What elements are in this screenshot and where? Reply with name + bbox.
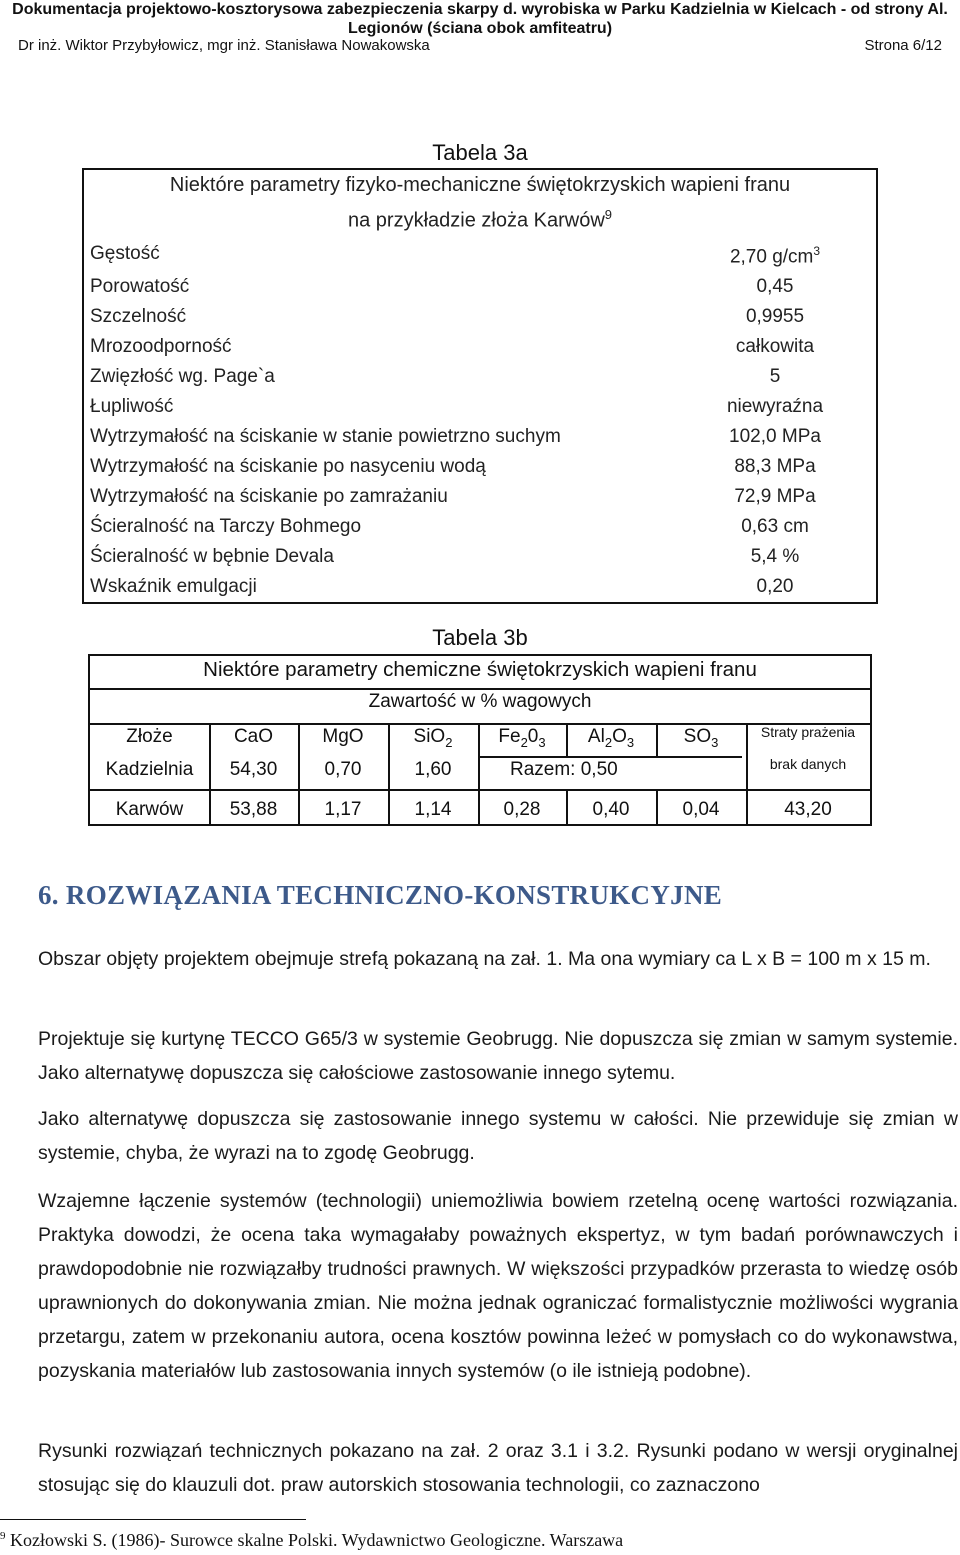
table-row [83,362,877,392]
table-3b [88,654,872,826]
table-3a-title: Niektóre parametry fizyko-mechaniczne świętokrzyskich wapieni franu [169,174,791,196]
table-3a-subtitle: na przykładzie złoża Karwów$^9$ [347,207,612,232]
row-value: 0,45 [756,275,794,297]
col-mgo: MgO [322,726,364,747]
divider [90,688,870,690]
kadzielnia-mgo: 0,70 [324,759,362,780]
row-label: Wytrzymałość na ściskanie po zamrażaniu [90,485,448,507]
row-value: całkowita [735,335,815,357]
table-3b-subtitle: Zawartość w % wagowych [368,691,592,712]
table-3a-caption: Tabela 3a [432,140,528,165]
kadzielnia-name: Kadzielnia [105,759,194,780]
header-title-line1: Dokumentacja projektowo-kosztorysowa zabezpieczenia skarpy d. wyrobiska w Parku Kadzielnia w Kielcach - od strony Al. [12,1,948,18]
karwow-straty: 43,20 [784,799,832,820]
col-fe2o3: $Fe_20_3$ [498,726,546,750]
table-3b-caption: Tabela 3b [432,625,528,650]
row-label: Wytrzymałość na ściskanie po nasyceniu wodą [90,455,486,477]
paragraph: Wzajemne łączenie systemów (technologii) uniemożliwia bowiem rzetelną ocenę wartości rozwiązania. Praktyka dowodzi, że ocena taka wymagałaby poważnych ekspertyz, w tym badań porównawczych i prawdopodobnie nie rozwiązałby trudności prawnych. W większości przypadków przerasta to wiedzę osób uprawnionych do dokonywania zmian. Nie można jednak ograniczać formalistycznie możliwości wygrania przetargu, zatem w przekonaniu autora, ocena kosztów powinna leżeć w pomysłach co do wykonawstwa, pozyskania materiałów lub zastosowania innych systemów (o ile istnieją podobne). [38,1190,958,1382]
section-heading: 6. ROZWIĄZANIA TECHNICZNO-KONSTRUKCYJNE [38,880,723,910]
col-sio2: SiO$_2$ [413,726,453,750]
table-row [83,392,877,422]
table-row [83,236,877,272]
karwow-mgo: 1,17 [324,799,362,820]
table-row [83,272,877,302]
paragraph: Jako alternatywę dopuszcza się zastosowanie innego systemu w całości. Nie przewiduje się zmian w systemie, chyba, że wyrazi na to zgodę Geobrugg. [38,1108,958,1164]
page-number: Strona 6/12 [864,37,942,54]
karwow-sio2: 1,14 [414,799,452,820]
row-value: 72,9 MPa [734,485,816,507]
karwow-name: Karwów [115,799,184,820]
footnote: $^9$ Kozłowski S. (1986)- Surowce skalne Polski. Wydawnictwo Geologiczne. Warszawa [0,1530,624,1550]
row-value: 5 [769,365,781,387]
row-label: Łupliwość [90,395,174,417]
row-value: niewyraźna [726,395,824,417]
header-title-line2: Legionów (ściana obok amfiteatru) [347,20,613,37]
paragraph: Obszar objęty projektem obejmuje strefą pokazaną na zał. 1. Ma ona wymiary ca L x B = 100 m x 15 m. [38,948,931,970]
kadzielnia-sio2: 1,60 [414,759,452,780]
karwow-fe2o3: 0,28 [503,799,541,820]
row-label: Ścieralność w bębnie Devala [90,545,334,567]
footnote-divider [0,1519,306,1520]
kadzielnia-cao: 54,30 [229,759,278,780]
col-zloze: Złoże [126,726,173,747]
table-row [83,542,877,572]
table-row [83,482,877,512]
kadzielnia-razem: Razem: 0,50 [510,759,618,780]
row-label: Porowatość [90,275,190,297]
row-value: 0,9955 [745,305,805,327]
row-value: 2,70 $g/cm^3$ [729,243,821,267]
table-row [83,572,877,603]
table-3b-title: Niektóre parametry chemiczne świętokrzyskich wapieni franu [203,658,757,681]
table-row [83,332,877,362]
table-3a [82,168,878,604]
paragraph: Rysunki rozwiązań technicznych pokazano na zał. 2 oraz 3.1 i 3.2. Rysunki podano w wersji oryginalnej stosując się do klauzuli dot. praw autorskich stosowania technologii, co zaznaczono [38,1440,958,1496]
karwow-al2o3: 0,40 [592,799,630,820]
document-header [0,0,960,38]
table-row [83,512,877,542]
row-value: 88,3 MPa [734,455,816,477]
col-al2o3: $Al_2O_3$ [587,726,635,750]
row-label: Wskaźnik emulgacji [90,575,257,597]
kadzielnia-straty: brak danych [769,756,847,772]
col-cao: CaO [233,726,274,747]
row-label: Wytrzymałość na ściskanie w stanie powietrzno suchym [90,425,561,447]
divider [90,789,870,791]
row-value: 0,20 [756,575,794,597]
row-label: Mrozoodporność [90,335,232,357]
row-label: Szczelność [90,305,187,327]
paragraph: Projektuje się kurtynę TECCO G65/3 w systemie Geobrugg. Nie dopuszcza się zmian w samym systemie. Jako alternatywę dopuszcza się całościowe zastosowanie innego sytemu. [38,1028,958,1084]
karwow-so3: 0,04 [682,799,720,820]
table-row [83,452,877,482]
col-straty: Straty prażenia [760,724,856,740]
table-row [83,302,877,332]
table-row [83,422,877,452]
row-label: Gęstość [90,242,160,264]
row-value: 0,63 cm [741,515,809,537]
karwow-cao: 53,88 [229,799,278,820]
row-label: Ścieralność na Tarczy Bohmego [90,515,362,537]
header-meta [18,37,942,54]
row-value: 102,0 MPa [729,425,821,447]
divider [478,756,742,758]
row-label: Zwięzłość wg. Page`a [90,365,275,387]
col-so3: $SO_3$ [683,726,719,750]
row-value: 5,4 % [750,545,800,567]
header-authors: Dr inż. Wiktor Przybyłowicz, mgr inż. Stanisława Nowakowska [18,37,430,54]
